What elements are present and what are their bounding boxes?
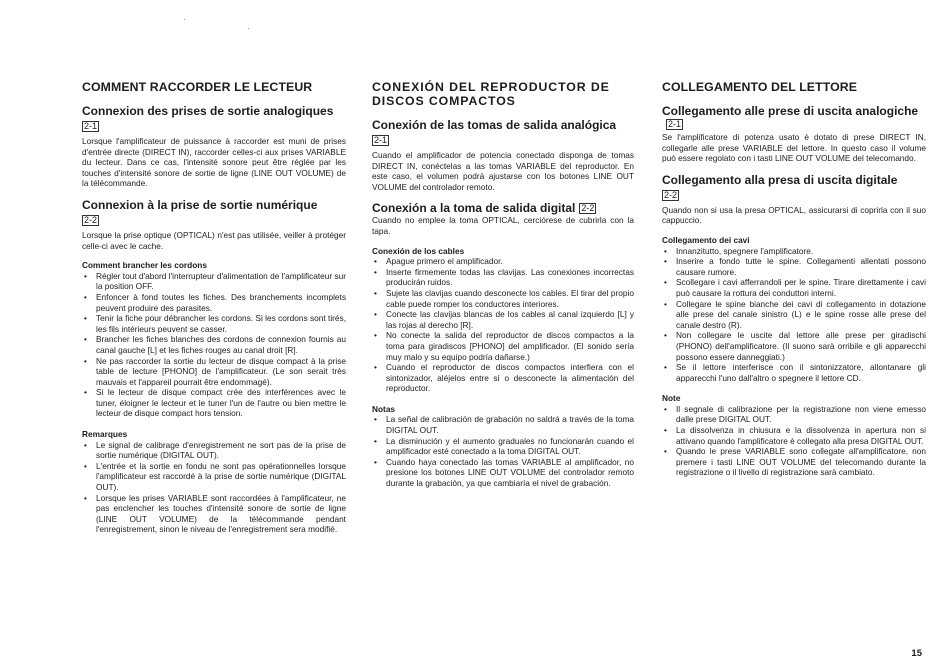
figure-ref: 2-1 (374, 134, 388, 145)
paragraph-digital: Cuando no emplee la toma OPTICAL, cerciórese de cubrirla con la tapa. (372, 215, 634, 236)
notes-list (662, 404, 926, 478)
french-column (82, 80, 346, 545)
list-item: • Inserte firmemente todas las clavijas. Las conexiones incorrectas producirán ruidos. (372, 267, 634, 288)
list-item: • Conecte las clavijas blancas de los cables al canal izquierdo [L] y las rojas al derecho [R]. (372, 309, 634, 330)
figure-ref: 2-1 (84, 120, 98, 131)
spanish-column (372, 80, 634, 499)
italian-column (662, 80, 926, 488)
list-item: • Cuando haya conectado las tomas VARIABLE al amplificador, no presione los botones LINE OUT VOLUME del controlador remoto durante la grabación, ya que cambiaría el nivel de grabación. (372, 457, 634, 489)
list-item: • L'entrée et la sortie en fondu ne sont pas opérationnelles lorsque l'amplificateur est raccordé à la prise de sortie numérique (DIGITAL OUT). (82, 461, 346, 493)
page-number: 15 (911, 648, 922, 659)
list-item: • Le signal de calibrage d'enregistrement ne sort pas de la prise de sortie numérique (DIGITAL OUT). (82, 440, 346, 461)
list-item: • Enfoncer à fond toutes les fiches. Des branchements incomplets peuvent produire des parasites. (82, 292, 346, 313)
list-item: • Cuando el reproductor de discos compactos interfiera con el sintonizador, aléjelos entre sí o desconecte la alimentación del reproductor. (372, 362, 634, 394)
cords-list (372, 256, 634, 394)
figure-ref: 2-1 (668, 119, 682, 130)
scan-speck (248, 28, 249, 29)
list-item: • Si le lecteur de disque compact crée des interférences avec le tuner, éloigner le lecteur et le tuner l'un de l'autre ou bien mettre le lecteur de disque compact hors tension. (82, 387, 346, 419)
column-title: COLLEGAMENTO DEL LETTORE (662, 80, 858, 94)
list-item: • Régler tout d'abord l'interrupteur d'alimentation de l'amplificateur sur la position OFF. (82, 271, 346, 292)
column-title: CONEXIÓN DEL REPRODUCTOR DE DISCOS COMPACTOS (372, 80, 610, 108)
section-title-analog: Conexión de las tomas de salida analógica (372, 118, 617, 132)
column-title: COMMENT RACCORDER LE LECTEUR (82, 80, 313, 94)
list-item: • Lorsque les prises VARIABLE sont raccordées à l'amplificateur, ne pas enclencher les touches d'intensité sonore de sortie de ligne (LINE OUT VOLUME) de la télécommande pendant l'enregistrement, sinon le niveau de l'enregistrement sera modifié. (82, 493, 346, 535)
cords-list (82, 271, 346, 419)
list-item: • Inserire a fondo tutte le spine. Collegamenti allentati possono causare rumore. (662, 256, 926, 277)
cords-list (662, 246, 926, 384)
paragraph-analog: Cuando el amplificador de potencia conectado disponga de tomas DIRECT IN, conéctelas a las tomas VARIABLE del reproductor. En este caso, el volumen podrá ajustarse con los botones LINE OUT VOLUME del controlador remoto. (372, 150, 634, 192)
list-item: • La dissolvenza in chiusura e la dissolvenza in apertura non si attivano quando l'amplificatore è collegato alla presa DIGITAL OUT. (662, 425, 926, 446)
list-item: • Quando le prese VARIABLE sono collegate all'amplificatore, non premere i tasti LINE OUT VOLUME del telecomando durante la registrazione o il livello di registrazione sarà cambiato. (662, 446, 926, 478)
section-title-analog: Connexion des prises de sortie analogiques (82, 104, 334, 118)
list-item: • Brancher les fiches blanches des cordons de connexion fournis au canal gauche [L] et les fiches rouges au canal droit [R]. (82, 334, 346, 355)
list-item: • Non collegare le uscite dal lettore alle prese per giradischi (PHONO) dell'amplificatore. (Il suono sarà orribile e gli apparecchi possono essere danneggiati.) (662, 330, 926, 362)
list-item: • La señal de calibración de grabación no saldrá a través de la toma DIGITAL OUT. (372, 414, 634, 435)
section-title-text: Collegamento alle prese di uscita analogiche (662, 104, 919, 118)
list-item: • Scollegare i cavi afferrandoli per le spine. Tirare direttamente i cavi può causare la rottura dei conduttori interni. (662, 277, 926, 298)
list-item: • Innanzitutto, spegnere l'amplificatore. (662, 246, 926, 257)
section-title-digital: Connexion à la prise de sortie numérique (82, 197, 318, 212)
paragraph-analog: Lorsque l'amplificateur de puissance à raccorder est muni de prises d'entrée directe (DIRECT IN), raccorder celles-ci aux prises VARIABLE du lecteur. Dans ce cas, l'intensité sonore peut être réglée par les touches d'intensité sonore de sortie de ligne (LINE OUT VOLUME) de la télécommande. (82, 136, 346, 189)
list-item: • Apague primero el amplificador. (372, 256, 634, 267)
notes-title: Note (662, 393, 681, 404)
paragraph-analog: Se l'amplificatore di potenza usato è dotato di prese DIRECT IN, collegarle alle prese VARIABLE del lettore. In questo caso il volume può essere regolato con i tasti LINE OUT VOLUME del telecomando. (662, 132, 926, 164)
cords-title: Collegamento dei cavi (662, 234, 750, 245)
list-item: • Ne pas raccorder la sortie du lecteur de disque compact à la prise table de lecture [PHONO] de l'amplificateur. (Le son serait très mauvais et l'appareil pourrait être endommagé). (82, 356, 346, 388)
notes-title: Remarques (82, 429, 128, 440)
notes-title: Notas (372, 403, 396, 414)
list-item: • No conecte la salida del reproductor de discos compactos a la toma para giradiscos [PHONO] del amplificador. (El sonido sería muy malo y su equipo podría dañarse.) (372, 330, 634, 362)
list-item: • Tenir la fiche pour débrancher les cordons. Si les cordons sont tirés, les fils intérieurs peuvent se casser. (82, 313, 346, 334)
list-item: • Se il lettore interferisce con il sintonizzatore, allontanare gli apparecchi l'uno dall'altro o spegnere il lettore CD. (662, 362, 926, 383)
paragraph-digital: Lorsque la prise optique (OPTICAL) n'est pas utilisée, veiller à protéger celle-ci avec le cache. (82, 229, 346, 251)
list-item: • Collegare le spine bianche dei cavi di collegamento in dotazione alle prese del canale sinistro (L) e le spine rosse alle prese del canale destro (R). (662, 299, 926, 331)
section-title-digital: Collegamento alla presa di uscita digitale (662, 172, 898, 187)
paragraph-digital: Quando non si usa la presa OPTICAL, assicurarsi di coprirla con il suo cappuccio. (662, 204, 926, 226)
section-title-digital (372, 201, 634, 215)
notes-list (372, 414, 634, 488)
figure-ref: 2-2 (84, 214, 98, 225)
notes-list (82, 440, 346, 535)
figure-ref: 2-2 (581, 202, 595, 213)
list-item: • Sujete las clavijas cuando desconecte los cables. El tirar del propio cable puede romper los conductores interiores. (372, 288, 634, 309)
scan-speck (184, 19, 185, 20)
figure-ref: 2-2 (664, 189, 678, 200)
list-item: • La disminución y el aumento graduales no funcionarán cuando el amplificador esté conectado a la toma DIGITAL OUT. (372, 436, 634, 457)
cords-title: Conexión de los cables (372, 245, 465, 256)
section-title-text: Conexión a la toma de salida digital (372, 201, 576, 216)
cords-title: Comment brancher les cordons (82, 260, 207, 271)
list-item: • Il segnale di calibrazione per la registrazione non viene emesso dalle prese DIGITAL OUT. (662, 404, 926, 425)
section-title-analog (662, 104, 926, 132)
